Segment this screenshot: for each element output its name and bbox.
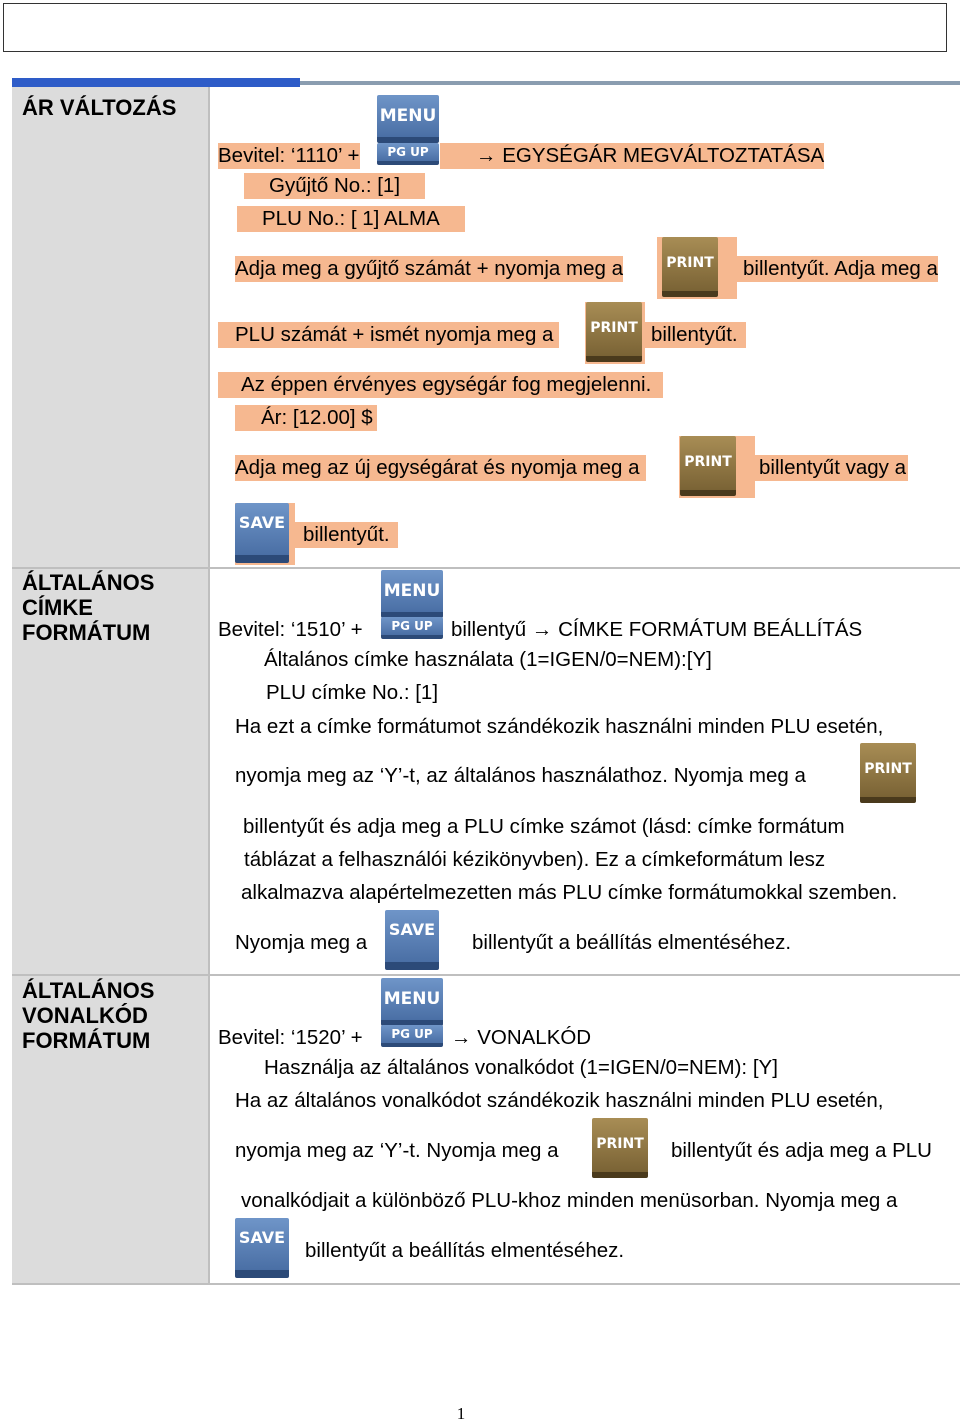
label-line-1a: Bevitel: ‘1510’ + [218,618,363,641]
barcode-line-1a: Bevitel: ‘1520’ + [218,1026,363,1049]
label-column [12,87,208,1284]
print-key-icon: PRINT [586,302,642,362]
barcode-line-5: vonalkódjait a különböző PLU-khoz minden menüsorban. Nyomja meg a [241,1189,898,1212]
section-label-price: ÁR VÁLTOZÁS [22,95,177,120]
barcode-line-1b: → VONALKÓD [451,1026,592,1049]
pgup-key-icon: PG UP [381,1025,443,1047]
label-line-5: nyomja meg az ‘Y’-t, az általános használathoz. Nyomja meg a [235,764,806,787]
row-divider [12,567,960,569]
barcode-line-2: Használja az általános vonalkódot (1=IGEN/0=NEM): [Y] [264,1056,778,1079]
page-number: 1 [456,1404,466,1423]
label-line-1b: billentyű → CÍMKE FORMÁTUM BEÁLLÍTÁS [451,618,863,641]
pgup-key-icon: PG UP [377,143,439,165]
top-rule-accent [12,78,300,87]
price-line-1a: Bevitel: ‘1110’ + [218,144,360,167]
row-divider [12,974,960,976]
price-line-8b: billentyűt vagy a [755,455,908,481]
print-key-icon: PRINT [662,237,718,297]
price-line-6: Az éppen érvényes egységár fog megjelenni. [218,372,663,398]
price-line-3: PLU No.: [ 1] ALMA [237,206,465,232]
label-line-8: alkalmazva alapértelmezetten más PLU címke formátumokkal szemben. [241,881,898,904]
print-key-icon: PRINT [592,1118,648,1178]
section-label-label-format: ÁLTALÁNOS CÍMKE FORMÁTUM [22,570,155,645]
price-line-2: Gyűjtő No.: [1] [244,173,425,199]
barcode-line-3: Ha az általános vonalkódot szándékozik használni minden PLU esetén, [235,1089,884,1112]
print-key-icon: PRINT [680,436,736,496]
column-divider [208,87,210,1284]
header-box [3,3,947,52]
price-line-4a: Adja meg a gyűjtő számát + nyomja meg a [235,257,623,280]
label-line-2: Általános címke használata (1=IGEN/0=NEM):[Y] [264,648,712,671]
save-key-icon: SAVE [235,1218,289,1278]
price-line-1b: → EGYSÉGÁR MEGVÁLTOZTATÁSA [440,143,824,169]
save-key-icon: SAVE [385,910,439,970]
section-label-barcode-format: ÁLTALÁNOS VONALKÓD FORMÁTUM [22,978,155,1053]
menu-key-icon: MENU [381,978,443,1026]
price-line-5b: billentyűt. [645,322,746,348]
price-line-7: Ár: [12.00] $ [235,405,377,431]
row-divider [12,1283,960,1285]
label-line-7: táblázat a felhasználói kézikönyvben). Ez a címkeformátum lesz [244,848,826,871]
price-line-5a: PLU számát + ismét nyomja meg a [218,322,559,348]
menu-key-icon: MENU [377,95,439,143]
barcode-line-4b: billentyűt és adja meg a PLU [671,1139,932,1162]
barcode-line-4a: nyomja meg az ‘Y’-t. Nyomja meg a [235,1139,559,1162]
label-line-3: PLU címke No.: [1] [266,681,439,704]
label-line-4: Ha ezt a címke formátumot szándékozik használni minden PLU esetén, [235,715,884,738]
barcode-line-6: billentyűt a beállítás elmentéséhez. [305,1239,625,1262]
price-line-4b: billentyűt. Adja meg a [737,256,938,282]
label-line-9b: billentyűt a beállítás elmentéséhez. [472,931,792,954]
save-key-icon: SAVE [235,503,289,563]
menu-key-icon: MENU [381,570,443,618]
price-line-9: billentyűt. [295,522,398,548]
label-line-9a: Nyomja meg a [235,931,368,954]
pgup-key-icon: PG UP [381,617,443,639]
price-line-8a: Adja meg az új egységárat és nyomja meg a [235,455,646,481]
label-line-6: billentyűt és adja meg a PLU címke számot (lásd: címke formátum [243,815,845,838]
print-key-icon: PRINT [860,743,916,803]
